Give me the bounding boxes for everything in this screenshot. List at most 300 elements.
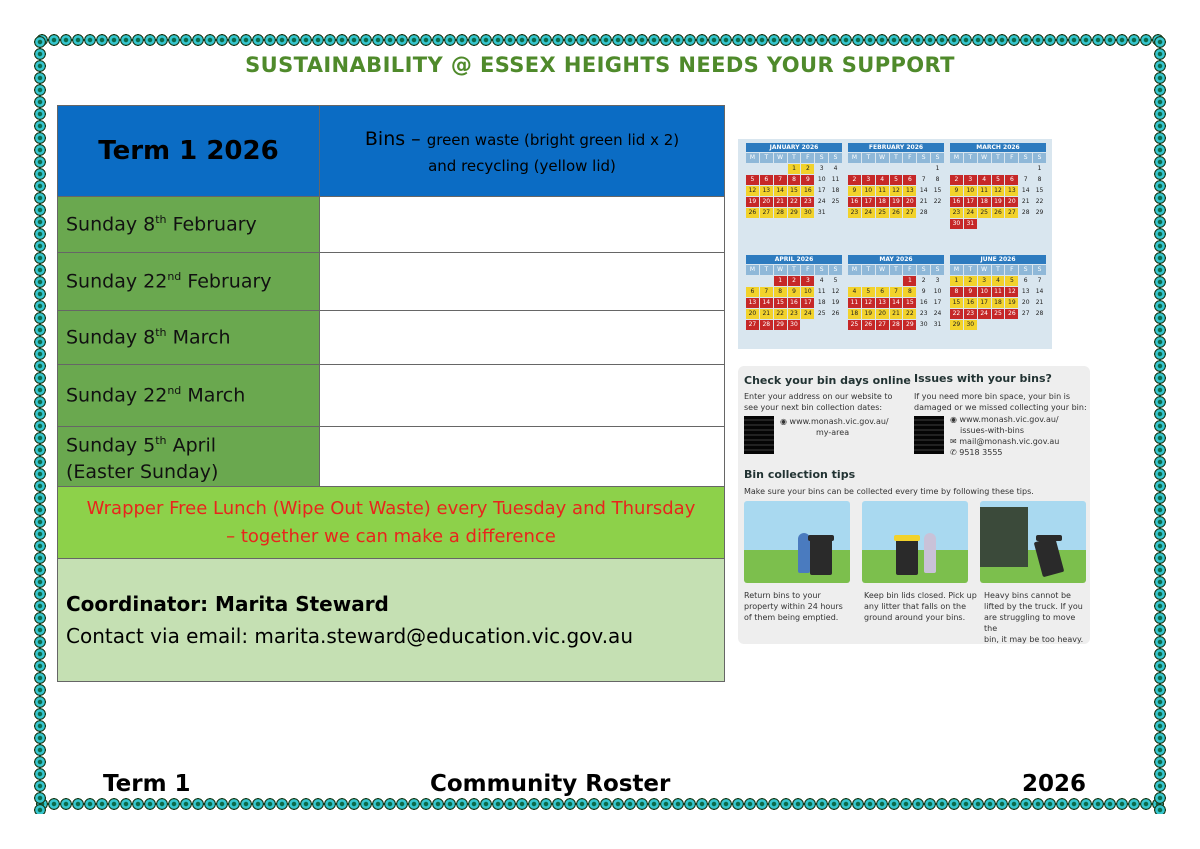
calendar-day-header: W <box>774 265 787 275</box>
calendar-day: 9 <box>788 287 801 297</box>
calendar-day: 28 <box>919 209 928 216</box>
calendar-day: 2 <box>950 175 963 185</box>
calendar-day: 20 <box>876 309 889 319</box>
calendar-day-header: T <box>788 153 801 163</box>
calendar-day: 3 <box>801 276 814 286</box>
calendar-day-header: S <box>1033 153 1046 163</box>
calendar-day: 27 <box>746 320 759 330</box>
calendar-empty-cell <box>964 164 977 174</box>
calendar-day: 2 <box>921 277 926 284</box>
calendar-day: 8 <box>903 287 916 297</box>
roster-volunteer-cell[interactable] <box>320 365 725 427</box>
tips-subtitle: Make sure your bins can be collected every time by following these tips. <box>744 487 1034 496</box>
calendar-day: 10 <box>964 186 977 196</box>
calendar-day: 12 <box>831 288 840 295</box>
calendar-day: 9 <box>950 186 963 196</box>
calendar-empty-cell <box>917 164 930 174</box>
calendar-day: 6 <box>760 175 773 185</box>
calendar-day: 5 <box>1005 276 1018 286</box>
calendar-day: 10 <box>862 186 875 196</box>
calendar-day: 29 <box>950 320 963 330</box>
calendar-day: 2 <box>801 164 814 174</box>
roster-table <box>57 105 725 682</box>
calendar-day: 28 <box>774 208 787 218</box>
calendar-month <box>848 255 944 330</box>
calendar-day: 25 <box>876 208 889 218</box>
calendar-day: 27 <box>876 320 889 330</box>
calendar-day: 23 <box>848 208 861 218</box>
calendar-month <box>746 255 842 330</box>
issues-phone-line[interactable] <box>950 447 1003 458</box>
calendar-day: 25 <box>817 310 826 317</box>
issues-email-line[interactable] <box>950 436 1059 447</box>
calendar-day: 31 <box>933 321 942 328</box>
calendar-day: 19 <box>890 197 903 207</box>
calendar-month-title: MARCH 2026 <box>950 143 1046 152</box>
calendar-day: 12 <box>1005 287 1018 297</box>
calendar-day: 1 <box>788 164 801 174</box>
calendar-day: 22 <box>788 197 801 207</box>
calendar-day: 6 <box>903 175 916 185</box>
calendar-day: 14 <box>1035 288 1044 295</box>
calendar-day: 12 <box>992 186 1005 196</box>
calendar-empty-cell <box>746 164 759 174</box>
calendar-day: 7 <box>921 176 926 183</box>
calendar-day: 23 <box>964 309 977 319</box>
calendar-day: 17 <box>933 299 942 306</box>
calendar-day: 12 <box>890 186 903 196</box>
calendar-day: 4 <box>992 276 1005 286</box>
calendar-day: 3 <box>862 175 875 185</box>
calendar-day-header: T <box>890 265 903 275</box>
calendar-day: 25 <box>831 198 840 205</box>
calendar-day: 15 <box>903 298 916 308</box>
tip2-line: Keep bin lids closed. Pick up <box>864 591 977 600</box>
calendar-day-header: M <box>746 265 759 275</box>
calendar-day-header: S <box>815 265 828 275</box>
issues-text1: If you need more bin space, your bin is <box>914 392 1071 401</box>
calendar-day: 19 <box>831 299 840 306</box>
calendar-day: 26 <box>746 208 759 218</box>
calendar-day: 18 <box>848 309 861 319</box>
coordinator-name: Coordinator: Marita Steward <box>66 592 389 617</box>
calendar-day: 4 <box>819 277 824 284</box>
date-suffix: th <box>155 326 167 340</box>
calendar-day: 22 <box>903 309 916 319</box>
calendar-month <box>746 143 842 218</box>
calendar-day: 27 <box>1021 310 1030 317</box>
calendar-day: 28 <box>890 320 903 330</box>
return-bins-illustration <box>744 501 850 583</box>
calendar-day: 17 <box>964 197 977 207</box>
date-note: (Easter Sunday) <box>66 461 219 484</box>
calendar-day: 18 <box>831 187 840 194</box>
calendar-day: 3 <box>964 175 977 185</box>
calendar-day-header: T <box>964 265 977 275</box>
calendar-day: 7 <box>890 287 903 297</box>
calendar-day: 19 <box>862 309 875 319</box>
calendar-day: 1 <box>935 165 940 172</box>
calendar-day: 14 <box>774 186 787 196</box>
calendar-day: 27 <box>1005 208 1018 218</box>
calendar-day: 30 <box>788 320 801 330</box>
check-url-line2[interactable]: my-area <box>816 428 850 437</box>
calendar-day: 16 <box>964 298 977 308</box>
calendar-day: 11 <box>992 287 1005 297</box>
issues-email: mail@monash.vic.gov.au <box>959 437 1060 446</box>
calendar-day-header: S <box>829 153 842 163</box>
calendar-day: 8 <box>950 287 963 297</box>
calendar-day: 18 <box>817 299 826 306</box>
calendar-day: 9 <box>801 175 814 185</box>
tip1-line: of them being emptied. <box>744 613 839 622</box>
footer-term: Term 1 <box>103 771 191 797</box>
calendar-day: 11 <box>831 176 840 183</box>
calendar-day: 17 <box>978 298 991 308</box>
calendar-day: 26 <box>1005 309 1018 319</box>
calendar-day-header: T <box>992 265 1005 275</box>
calendar-day: 1 <box>774 276 787 286</box>
calendar-day-header: S <box>931 265 944 275</box>
calendar-day: 15 <box>788 186 801 196</box>
calendar-day: 4 <box>978 175 991 185</box>
calendar-day: 11 <box>876 186 889 196</box>
calendar-day: 29 <box>788 208 801 218</box>
calendar-day-header: W <box>876 265 889 275</box>
tip1-line: Return bins to your <box>744 591 821 600</box>
tip3-line: Heavy bins cannot be <box>984 591 1071 600</box>
calendar-day: 7 <box>1037 277 1042 284</box>
footer-year: 2026 <box>1022 771 1087 797</box>
tip3-line: are struggling to move the <box>984 613 1076 633</box>
roster-volunteer-cell[interactable] <box>320 427 725 487</box>
calendar-day: 21 <box>919 198 928 205</box>
calendar-day: 1 <box>1037 165 1042 172</box>
calendar-day: 23 <box>950 208 963 218</box>
calendar-day: 15 <box>933 187 942 194</box>
calendar-day: 26 <box>992 208 1005 218</box>
calendar-day: 1 <box>950 276 963 286</box>
calendar-day: 21 <box>1035 299 1044 306</box>
calendar-empty-cell <box>862 164 875 174</box>
calendar-day: 16 <box>950 197 963 207</box>
calendar-day: 28 <box>1035 310 1044 317</box>
tip2-line: ground around your bins. <box>864 613 966 622</box>
calendar-day: 30 <box>964 320 977 330</box>
calendar-day: 15 <box>774 298 787 308</box>
calendar-day-header: M <box>746 153 759 163</box>
calendar-day: 4 <box>848 287 861 297</box>
calendar-day: 18 <box>876 197 889 207</box>
calendar-day: 29 <box>774 320 787 330</box>
calendar-day-header: F <box>801 265 814 275</box>
calendar-day: 13 <box>876 298 889 308</box>
issues-title: Issues with your bins? <box>914 372 1052 385</box>
calendar-day: 13 <box>903 186 916 196</box>
term-title: Term 1 2026 <box>58 106 320 197</box>
calendar-empty-cell <box>848 164 861 174</box>
calendar-day-header: M <box>848 265 861 275</box>
page-title: SUSTAINABILITY @ ESSEX HEIGHTS NEEDS YOUR SUPPORT <box>245 53 955 77</box>
calendar-day: 3 <box>978 276 991 286</box>
tip2-line: any litter that falls on the <box>864 602 967 611</box>
calendar-day-header: T <box>788 265 801 275</box>
date-suffix: nd <box>167 270 182 284</box>
calendar-empty-cell <box>848 276 861 286</box>
issues-url2[interactable]: issues-with-bins <box>960 426 1025 435</box>
calendar-day: 31 <box>964 219 977 229</box>
calendar-day: 19 <box>992 197 1005 207</box>
calendar-day-header: S <box>829 265 842 275</box>
calendar-day: 20 <box>1005 197 1018 207</box>
calendar-day: 30 <box>801 208 814 218</box>
date-suffix: th <box>155 434 167 447</box>
calendar-day: 21 <box>774 197 787 207</box>
date-day: Sunday 5 <box>66 434 156 457</box>
roster-volunteer-cell[interactable] <box>320 253 725 311</box>
calendar-day: 5 <box>746 175 759 185</box>
calendar-day: 2 <box>788 276 801 286</box>
calendar-day: 4 <box>876 175 889 185</box>
calendar-day-header: W <box>876 153 889 163</box>
coordinator-row <box>58 559 725 682</box>
globe-icon: ◉ <box>950 415 957 424</box>
bins-line2: and recycling (yellow lid) <box>428 156 616 175</box>
calendar-empty-cell <box>950 164 963 174</box>
date-month: March <box>166 326 231 349</box>
date-month: April <box>166 434 216 457</box>
calendar-empty-cell <box>890 276 903 286</box>
calendar-empty-cell <box>978 164 991 174</box>
calendar-empty-cell <box>774 164 787 174</box>
calendar-day: 9 <box>848 186 861 196</box>
calendar-day: 16 <box>788 298 801 308</box>
calendar-day: 10 <box>978 287 991 297</box>
calendar-day-header: F <box>801 153 814 163</box>
calendar-day: 30 <box>919 321 928 328</box>
calendar-day: 22 <box>1035 198 1044 205</box>
calendar-day: 11 <box>848 298 861 308</box>
calendar-day: 3 <box>819 165 824 172</box>
calendar-day-header: M <box>950 153 963 163</box>
calendar-day: 15 <box>950 298 963 308</box>
calendar-day-header: T <box>890 153 903 163</box>
date-suffix: th <box>155 213 167 227</box>
calendar-day: 11 <box>978 186 991 196</box>
roster-row <box>58 253 725 311</box>
roster-date <box>58 253 320 311</box>
coordinator-contact[interactable]: Contact via email: marita.steward@education.vic.gov.au <box>66 624 633 649</box>
calendar-empty-cell <box>760 164 773 174</box>
calendar-day: 1 <box>903 276 916 286</box>
calendar-day: 7 <box>1023 176 1028 183</box>
check-bin-days-text2: see your next bin collection dates: <box>744 403 883 412</box>
decorative-border-left <box>34 36 46 814</box>
tip3-text <box>984 590 1090 645</box>
calendar-day-header: W <box>774 153 787 163</box>
calendar-day: 24 <box>817 198 826 205</box>
qr-code-icon <box>744 416 774 454</box>
calendar-day: 5 <box>833 277 838 284</box>
calendar-day-header: M <box>950 265 963 275</box>
calendar-month-title: MAY 2026 <box>848 255 944 264</box>
lunch-line2: – together we can make a difference <box>226 525 556 547</box>
calendar-day: 22 <box>774 309 787 319</box>
heavy-bins-illustration <box>980 501 1086 583</box>
issues-phone: 9518 3555 <box>959 448 1003 457</box>
calendar-day: 24 <box>978 309 991 319</box>
calendar-empty-cell <box>1005 164 1018 174</box>
calendar-day: 20 <box>760 197 773 207</box>
roster-header-row <box>58 106 725 197</box>
check-bin-days-text1: Enter your address on our website to <box>744 392 893 401</box>
calendar-day: 23 <box>788 309 801 319</box>
calendar-day-header: F <box>903 265 916 275</box>
calendar-day: 6 <box>876 287 889 297</box>
closed-lids-illustration <box>862 501 968 583</box>
qr-code-icon <box>914 416 944 454</box>
date-day: Sunday 8 <box>66 326 156 349</box>
calendar-month <box>950 255 1046 330</box>
calendar-day: 20 <box>903 197 916 207</box>
calendar-day: 6 <box>1005 175 1018 185</box>
calendar-day: 17 <box>862 197 875 207</box>
calendar-day: 2 <box>848 175 861 185</box>
calendar-day: 27 <box>903 208 916 218</box>
calendar-day: 8 <box>788 175 801 185</box>
roster-volunteer-cell[interactable] <box>320 197 725 253</box>
calendar-day: 13 <box>746 298 759 308</box>
check-url1: www.monash.vic.gov.au/ <box>789 417 889 426</box>
roster-row <box>58 365 725 427</box>
calendar-day: 17 <box>801 298 814 308</box>
tip3-line: lifted by the truck. If you <box>984 602 1083 611</box>
date-day: Sunday 22 <box>66 384 168 407</box>
tips-title: Bin collection tips <box>744 468 856 481</box>
check-bin-days-title: Check your bin days online <box>744 374 911 387</box>
issues-text2: damaged or we missed collecting your bin: <box>914 403 1087 412</box>
calendar-day: 3 <box>935 277 940 284</box>
calendar-day: 8 <box>1037 176 1042 183</box>
calendar-day: 2 <box>964 276 977 286</box>
calendar-day: 14 <box>760 298 773 308</box>
phone-icon: ✆ <box>950 448 957 457</box>
calendar-day: 27 <box>760 208 773 218</box>
date-day: Sunday 22 <box>66 270 168 293</box>
date-suffix: nd <box>167 384 182 398</box>
calendar-day: 26 <box>890 208 903 218</box>
calendar-day: 24 <box>933 310 942 317</box>
calendar-day: 19 <box>1005 298 1018 308</box>
coordinator-box <box>58 559 725 682</box>
calendar-day: 24 <box>964 208 977 218</box>
calendar-day: 29 <box>1035 209 1044 216</box>
calendar-day-header: S <box>917 153 930 163</box>
calendar-day: 5 <box>890 175 903 185</box>
calendar-day-header: W <box>978 153 991 163</box>
calendar-day: 24 <box>862 208 875 218</box>
calendar-day: 25 <box>978 208 991 218</box>
date-month: February <box>181 270 272 293</box>
calendar-day-header: S <box>1019 265 1032 275</box>
roster-row <box>58 197 725 253</box>
roster-date <box>58 197 320 253</box>
roster-volunteer-cell[interactable] <box>320 311 725 365</box>
decorative-border-bottom <box>36 798 1164 810</box>
footer-community-roster: Community Roster <box>430 771 671 797</box>
calendar-day: 19 <box>746 197 759 207</box>
calendar-day: 24 <box>801 309 814 319</box>
calendar-day: 6 <box>746 287 759 297</box>
tip3-line: bin, it may be too heavy. <box>984 635 1084 644</box>
wrapper-free-lunch-notice <box>58 487 725 559</box>
calendar-day-header: S <box>1033 265 1046 275</box>
calendar-day: 26 <box>862 320 875 330</box>
mail-icon: ✉ <box>950 437 957 446</box>
calendar-day: 8 <box>935 176 940 183</box>
calendar-day: 25 <box>992 309 1005 319</box>
calendar-day-header: S <box>815 153 828 163</box>
calendar-day-header: T <box>862 153 875 163</box>
date-month: February <box>166 213 257 236</box>
calendar-day-header: F <box>1005 153 1018 163</box>
bin-collection-calendar <box>738 139 1052 349</box>
calendar-month-title: JANUARY 2026 <box>746 143 842 152</box>
check-url-line1[interactable] <box>780 416 889 427</box>
tip1-line: property within 24 hours <box>744 602 843 611</box>
issues-url1: www.monash.vic.gov.au/ <box>959 415 1059 424</box>
calendar-day: 14 <box>890 298 903 308</box>
roster-date <box>58 365 320 427</box>
calendar-month <box>848 143 944 218</box>
globe-icon: ◉ <box>780 417 787 426</box>
calendar-day: 21 <box>890 309 903 319</box>
calendar-empty-cell <box>992 164 1005 174</box>
calendar-day: 29 <box>903 320 916 330</box>
calendar-day: 25 <box>848 320 861 330</box>
lunch-line1: Wrapper Free Lunch (Wipe Out Waste) every Tuesday and Thursday <box>86 497 696 519</box>
calendar-day-header: T <box>760 265 773 275</box>
calendar-day: 6 <box>1023 277 1028 284</box>
calendar-day: 9 <box>921 288 926 295</box>
calendar-day: 7 <box>760 287 773 297</box>
calendar-day: 15 <box>1035 187 1044 194</box>
calendar-day: 18 <box>978 197 991 207</box>
calendar-day: 20 <box>746 309 759 319</box>
calendar-day: 16 <box>848 197 861 207</box>
lunch-row <box>58 487 725 559</box>
issues-url-line1[interactable] <box>950 414 1059 425</box>
calendar-empty-cell <box>890 164 903 174</box>
calendar-day-header: S <box>931 153 944 163</box>
calendar-day: 16 <box>919 299 928 306</box>
calendar-month-title: APRIL 2026 <box>746 255 842 264</box>
calendar-day: 11 <box>817 288 826 295</box>
calendar-empty-cell <box>746 276 759 286</box>
calendar-day: 23 <box>801 197 814 207</box>
calendar-day: 22 <box>950 309 963 319</box>
roster-row <box>58 427 725 487</box>
calendar-day: 18 <box>992 298 1005 308</box>
calendar-day: 21 <box>760 309 773 319</box>
calendar-day: 12 <box>862 298 875 308</box>
calendar-month-title: FEBRUARY 2026 <box>848 143 944 152</box>
calendar-day: 12 <box>746 186 759 196</box>
decorative-border-top <box>36 34 1164 46</box>
tip1-text <box>744 590 843 623</box>
roster-row <box>58 311 725 365</box>
tip2-text <box>864 590 977 623</box>
